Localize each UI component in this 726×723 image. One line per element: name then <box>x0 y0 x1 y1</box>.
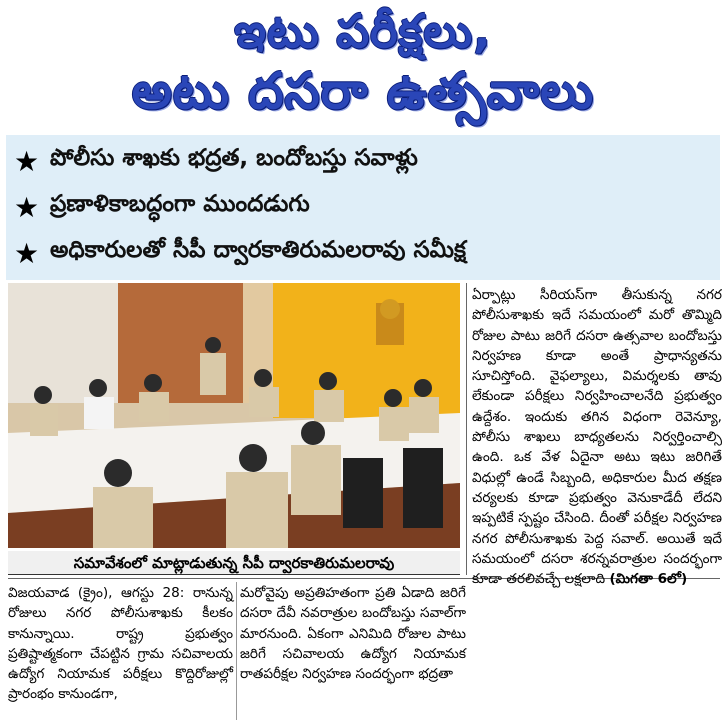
article-column-2 <box>240 583 466 718</box>
headline-line-1: ఇటు పరీక్షలు, <box>234 4 492 58</box>
article-column-1 <box>8 583 233 718</box>
star-icon: ★ <box>14 236 40 270</box>
continued-note: (మిగతా 6లో) <box>609 571 688 588</box>
star-icon: ★ <box>14 144 40 178</box>
highlight-text: ప్రణాళికాబద్ధంగా ముందడుగు <box>50 191 310 217</box>
article-text: ఏర్పాట్లు సీరియస్‌గా తీసుకున్న నగర పోలీసుశాఖకు ఇదే సమయంలో మరో తొమ్మిది రోజుల పాటు జరిగే దసరా ఉత్సవాల బందోబస్తు నిర్వహణ కూడా అంతే ప్రాధాన్యతను సూచిస్తోంది. వైఫల్యాలు, విమర్శలకు తావు లేకుండా పరీక్షలు నిర్వహించాలనేది ప్రభుత్వం ఉద్దేశం. ఇందుకు తగిన విధంగా రెవెన్యూ, పోలీసు శాఖలు బాధ్యతలను నిర్వర్తించాల్సి ఉంది. ఒక వేళ ఏదైనా అటు ఇటు జరిగితే విధుల్లో ఉండే సిబ్బంది, అధికారుల మీద తక్షణ చర్యలకు కూడా ప్రభుత్వం వెనుకాడేదీ లేదని ఇప్పటికే స్పష్టం చేసింది. దీంతో పరీక్షల నిర్వహణ నగర పోలీసుశాఖకు పెద్ద సవాల్. అయితే ఇదే సమయంలో దసరా శరన్నవరాత్రుల సందర్భంగా కూడా తరలివచ్చే లక్షలాది <box>472 287 722 588</box>
meeting-photo <box>8 283 460 548</box>
article-text: మరోవైపు అప్రతిహతంగా ప్రతి ఏడాది జరిగే దసరా దేవీ నవరాత్రుల బందోబస్తు సవాల్‌గా మారనుంది. ఏకంగా ఎనిమిది రోజుల పాటు జరిగే సచివాలయ ఉద్యోగ నియామక రాతపరీక్షల నిర్వహణ సందర్భంగా భద్రతా <box>240 585 466 683</box>
article-text: విజయవాడ (క్రైం), ఆగస్టు 28: రానున్న రోజులు నగర పోలీసుశాఖకు కీలకం కానున్నాయి. రాష్ట్ర ప్రభుత్వం ప్రతిష్టాత్మకంగా చేపట్టిన గ్రామ సచివాలయ ఉద్యోగ నియామక పరీక్షలు కొద్దిరోజుల్లో ప్రారంభం కానుండగా, <box>8 585 233 703</box>
meeting-photo-illustration <box>8 283 460 548</box>
column-divider <box>236 582 237 720</box>
highlight-item <box>14 233 466 273</box>
highlight-text: పోలీసు శాఖకు భద్రత, బందోబస్తు సవాళ్లు <box>50 145 418 171</box>
star-icon: ★ <box>14 190 40 224</box>
highlight-item <box>14 141 418 181</box>
highlight-text: అధికారులతో సీపీ ద్వారకాతిరుమలరావు సమీక్ష <box>50 237 466 263</box>
headline-line-2: అటు దసరా ఉత్సవాలు <box>131 62 595 120</box>
highlights-box <box>6 135 720 280</box>
highlight-item <box>14 187 310 227</box>
headline <box>6 0 720 127</box>
column-divider <box>466 283 467 575</box>
photo-caption: సమావేశంలో మాట్లాడుతున్న సీపీ ద్వారకాతిరుమలరావు <box>8 551 460 575</box>
article-column-right <box>472 285 722 715</box>
